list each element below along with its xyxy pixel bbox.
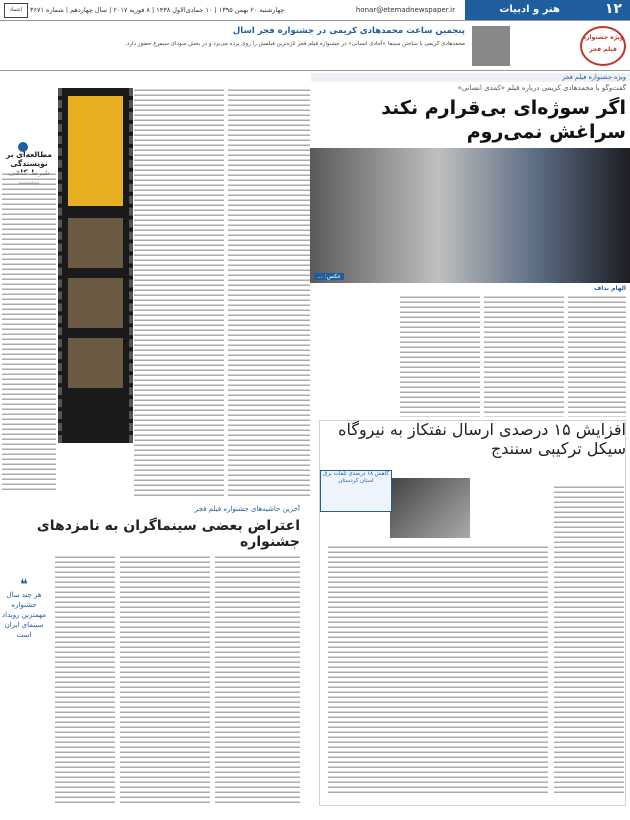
- bottom-kicker: آخرین حاشیه‌های جشنواره فیلم فجر: [194, 505, 300, 513]
- top-body: محمدهادی کریمی با ساختن سینما «آحادی انسانی» در جشنواره فیلم فجر تازه‌ترین فیلمش را روی پرده می‌برد و در بخش سودای سیمرغ حضور دارد.: [125, 41, 465, 47]
- section-email[interactable]: honar@etemadnewspaper.ir: [355, 6, 455, 14]
- main-headline[interactable]: اگر سوژه‌ای بی‌قرارم نکند سراغش نمی‌روم: [381, 97, 626, 143]
- main-photo: [310, 148, 630, 283]
- sidebar-body: [2, 172, 56, 492]
- quote-mark-icon: ❝: [20, 577, 28, 593]
- article-author: الهام نداف: [594, 285, 626, 292]
- film-frame-1: [68, 218, 123, 268]
- body-column-5: [134, 88, 224, 498]
- bottom-body-3: [55, 555, 115, 805]
- film-frame-3: [68, 338, 123, 388]
- newspaper-logo: اعتماد: [4, 3, 28, 18]
- box2-body-1: [554, 485, 624, 795]
- page-header: [0, 0, 630, 21]
- main-kicker: ویژه جشنواره فیلم فجر: [311, 73, 630, 82]
- body-column-2: [484, 295, 564, 417]
- pull-quote: [0, 577, 48, 640]
- body-column-4: [228, 88, 310, 498]
- section-banner: [465, 0, 630, 20]
- film-frame-2: [68, 278, 123, 328]
- box2-callout: کاهش ۱۸ درصدی تلفات برق استان کردستان: [320, 470, 392, 512]
- box2-body-2: [328, 545, 548, 795]
- bottom-body-1: [215, 555, 300, 805]
- box2-headline[interactable]: افزایش ۱۵ درصدی ارسال نفتکاز به نیروگاه سیکل ترکیبی سنندج: [338, 420, 626, 458]
- quote-text: هر چند سال جشنواره مهمترین رویداد سینمای ایران است: [2, 591, 46, 639]
- bottom-body-2: [120, 555, 210, 805]
- section-name: هنر و ادبیات: [499, 4, 560, 15]
- top-title[interactable]: پنجمین ساعت محمدهادی کریمی در جشنواره فجر اسال: [232, 26, 465, 36]
- page-number: ۱۲: [604, 1, 622, 17]
- top-thumbnail: [472, 26, 510, 66]
- box2-photo: [390, 478, 470, 538]
- sidebar-title[interactable]: مطالعه‌ای بر نویسندگی: [6, 150, 52, 168]
- festival-stamp: ویژه جشنواره فیلم فجر: [580, 26, 626, 66]
- bottom-headline[interactable]: اعتراض بعضی سینماگران به نامزدهای جشنواره: [36, 518, 300, 550]
- film-strip: [58, 88, 133, 443]
- top-news-strip: [0, 22, 630, 71]
- photo-caption: عکس: ...: [314, 273, 344, 280]
- body-column-3: [400, 295, 480, 417]
- body-column-1: [568, 295, 626, 417]
- simorgh-trophy-image: [68, 96, 123, 206]
- dateline: چهارشنبه ۲۰ بهمن ۱۳۹۵ | ۱۰ جمادی‌الاول ۱۴۳۸ | ۸ فوریه ۲۰۱۷ | سال چهاردهم | شماره ۳۶۷۱: [30, 6, 285, 14]
- main-lead: گفت‌وگو با محمدهادی کریمی درباره فیلم «کمدی انسانی»: [457, 84, 626, 92]
